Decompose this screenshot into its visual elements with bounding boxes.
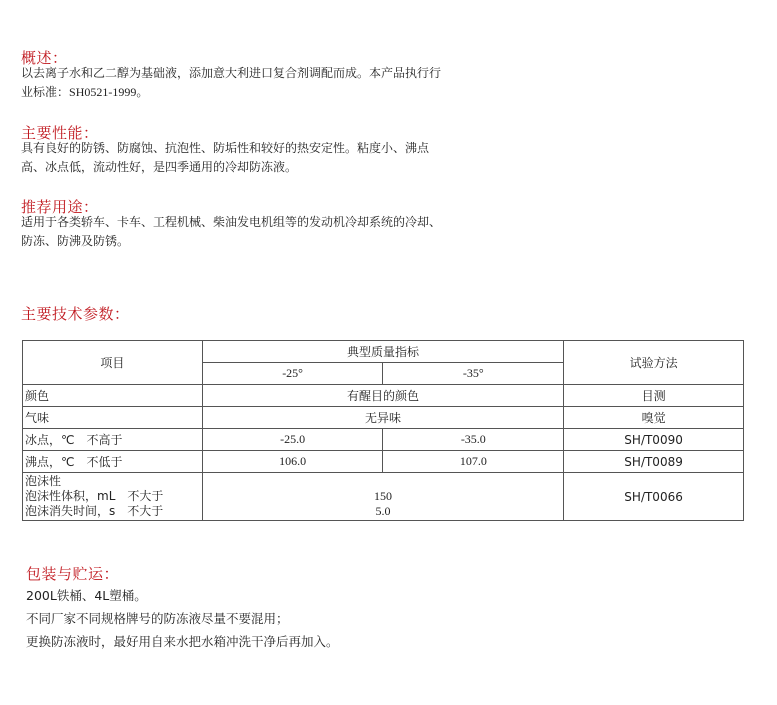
spec-table xyxy=(22,340,744,521)
overview-standard-prefix: 业标准： xyxy=(21,85,70,99)
row-boiling-a: 106.0 xyxy=(202,451,383,473)
row-foam-time: 5.0 xyxy=(375,504,391,518)
row-foam-volume: 150 xyxy=(373,489,392,503)
row-freezing-item: 冰点，℃ 不高于 xyxy=(23,429,203,451)
row-odor-item: 气味 xyxy=(23,407,203,429)
row-foam-spacer xyxy=(205,474,561,489)
header-grade-minus-25: -25° xyxy=(202,363,383,385)
row-foam-method: SH/T0066 xyxy=(564,473,744,521)
row-boiling-b: 107.0 xyxy=(383,451,564,473)
row-odor-method: 嗅觉 xyxy=(564,407,744,429)
row-color-method: 目测 xyxy=(564,385,744,407)
performance-line-2: 高、冰点低，流动性好，是四季通用的冷却防冻液。 xyxy=(21,160,298,174)
table-header-row xyxy=(23,341,744,363)
row-freezing-b: -35.0 xyxy=(383,429,564,451)
row-foam-value xyxy=(202,473,563,521)
overview-line-1: 以去离子水和乙二醇为基础液，添加意大利进口复合剂调配而成。本产品执行行 xyxy=(21,66,442,80)
header-quality-index: 典型质量指标 xyxy=(202,341,563,363)
row-color-item: 颜色 xyxy=(23,385,203,407)
row-freezing-a: -25.0 xyxy=(202,429,383,451)
row-foam-item xyxy=(23,473,203,521)
table-row xyxy=(23,407,744,429)
performance-text xyxy=(21,139,471,177)
row-odor-value: 无异味 xyxy=(202,407,563,429)
overview-standard-suffix: 。 xyxy=(136,85,149,99)
usage-text xyxy=(21,213,471,251)
row-color-value: 有醒目的颜色 xyxy=(202,385,563,407)
packaging-line-1: 200L铁桶、4L塑桶。 xyxy=(26,588,147,603)
row-freezing-method: SH/T0090 xyxy=(564,429,744,451)
header-grade-minus-35: -35° xyxy=(383,363,564,385)
packaging-line-2: 不同厂家不同规格牌号的防冻液尽量不要混用； xyxy=(26,611,289,626)
row-boiling-item: 沸点，℃ 不低于 xyxy=(23,451,203,473)
packaging-heading: 包装与贮运： xyxy=(26,565,120,583)
packaging-line-3: 更换防冻液时，最好用自来水把水箱冲洗干净后再加入。 xyxy=(26,634,339,649)
table-row xyxy=(23,473,744,521)
specs-heading: 主要技术参数： xyxy=(21,305,130,323)
usage-line-1: 适用于各类轿车、卡车、工程机械、柴油发电机组等的发动机冷却系统的冷却、 xyxy=(21,215,442,229)
performance-heading: 主要性能： xyxy=(21,124,99,142)
table-row xyxy=(23,451,744,473)
usage-line-2: 防冻、防沸及防锈。 xyxy=(21,234,130,248)
table-row xyxy=(23,429,744,451)
overview-standard-code: SH0521-1999 xyxy=(69,85,137,99)
overview-text xyxy=(21,64,471,102)
header-item: 项目 xyxy=(23,341,203,385)
usage-heading: 推荐用途： xyxy=(21,198,99,216)
table-row xyxy=(23,385,744,407)
row-foam-item-line-3: 泡沫消失时间，s 不大于 xyxy=(25,504,164,518)
header-test-method: 试验方法 xyxy=(564,341,744,385)
row-boiling-method: SH/T0089 xyxy=(564,451,744,473)
row-foam-item-line-1: 泡沫性 xyxy=(25,474,62,488)
overview-heading: 概述： xyxy=(21,49,68,67)
performance-line-1: 具有良好的防锈、防腐蚀、抗泡性、防垢性和较好的热安定性。粘度小、沸点 xyxy=(21,141,430,155)
row-foam-item-line-2: 泡沫性体积，mL 不大于 xyxy=(25,489,164,503)
overview-line-2 xyxy=(21,83,471,102)
